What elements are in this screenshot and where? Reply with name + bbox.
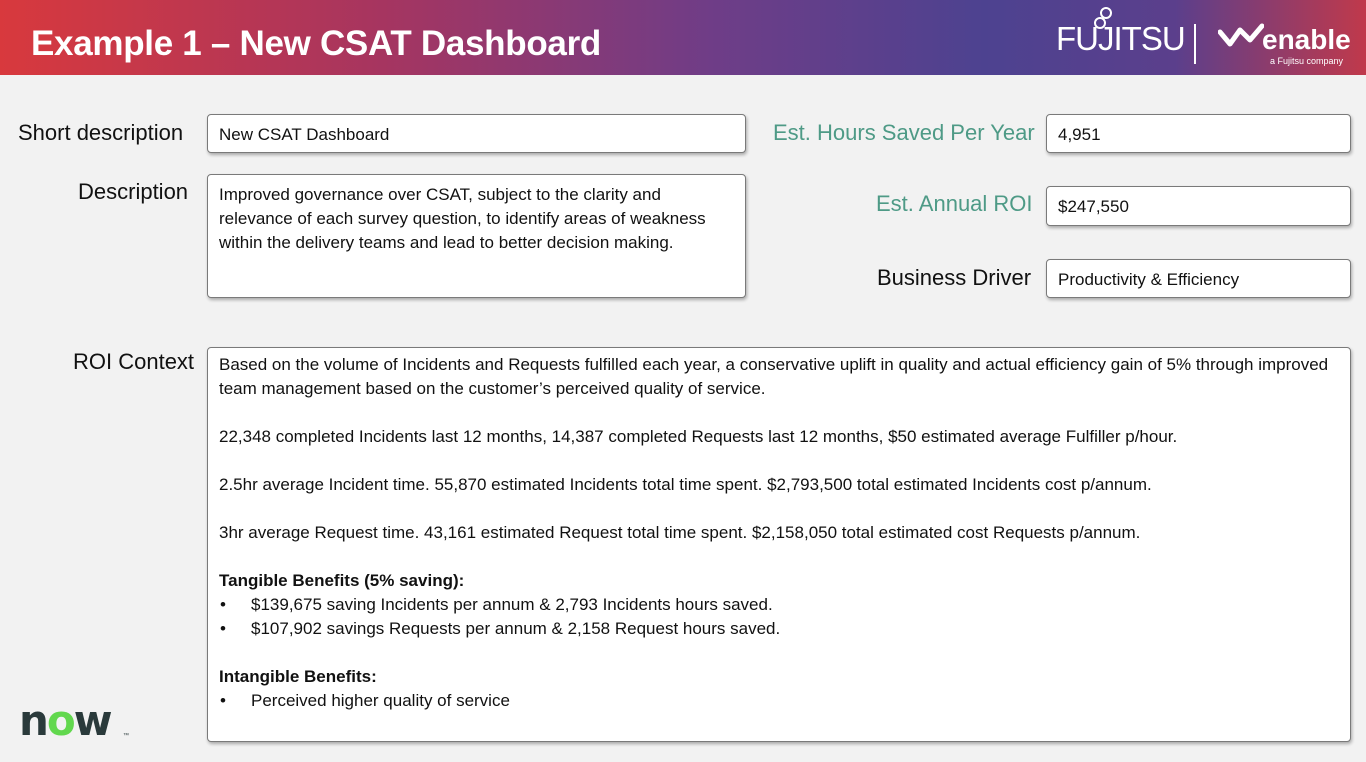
- enable-tagline: a Fujitsu company: [1270, 56, 1344, 66]
- business-driver-label: Business Driver: [877, 265, 1032, 290]
- tangible-benefits-heading: Tangible Benefits (5% saving):: [219, 571, 465, 590]
- enable-wave-icon: [1218, 22, 1264, 50]
- roi-paragraph: 2.5hr average Incident time. 55,870 estimated Incidents total time spent. $2,793,500 total estimated Incidents cost p/annum.: [219, 475, 1152, 494]
- enable-logo: enable: [1262, 24, 1351, 55]
- tangible-benefit-item: • $139,675 saving Incidents per annum & 2,793 Incidents hours saved.: [219, 593, 1339, 617]
- page-title: Example 1 – New CSAT Dashboard: [31, 24, 601, 63]
- intangible-benefits-heading: Intangible Benefits:: [219, 667, 377, 686]
- logo-divider: [1194, 24, 1196, 64]
- description-label: Description: [78, 179, 189, 204]
- fujitsu-logo: FUJITSU: [1056, 20, 1185, 57]
- business-driver-field[interactable]: Productivity & Efficiency: [1046, 259, 1351, 298]
- intangible-benefit-item: • Perceived higher quality of service: [219, 689, 1339, 713]
- annual-roi-field[interactable]: $247,550: [1046, 186, 1351, 226]
- annual-roi-label: Est. Annual ROI: [876, 191, 1033, 216]
- roi-context-label: ROI Context: [73, 349, 195, 374]
- tangible-benefit-item: • $107,902 savings Requests per annum & 2,158 Request hours saved.: [219, 617, 1339, 641]
- trademark-symbol: ™: [123, 733, 129, 739]
- hours-saved-field[interactable]: 4,951: [1046, 114, 1351, 153]
- header-banner: [0, 0, 1366, 75]
- description-field[interactable]: Improved governance over CSAT, subject to the clarity and relevance of each survey question, to identify areas of weakness within the delivery teams and lead to better decision making.: [207, 174, 746, 298]
- roi-paragraph: 22,348 completed Incidents last 12 months, 14,387 completed Requests last 12 months, $50 estimated average Fulfiller p/hour.: [219, 427, 1178, 446]
- hours-saved-label: Est. Hours Saved Per Year: [773, 120, 1035, 145]
- short-description-field[interactable]: New CSAT Dashboard: [207, 114, 746, 153]
- short-description-label: Short description: [18, 120, 184, 145]
- roi-paragraph: Based on the volume of Incidents and Requests fulfilled each year, a conservative uplift in quality and actual efficiency gain of 5% through improved team management based on the customer’s perceived quality of service.: [219, 355, 1329, 398]
- roi-paragraph: 3hr average Request time. 43,161 estimated Request total time spent. $2,158,050 total estimated cost Requests p/annum.: [219, 523, 1141, 542]
- servicenow-logo: now: [19, 696, 111, 745]
- roi-context-field[interactable]: [207, 347, 1351, 742]
